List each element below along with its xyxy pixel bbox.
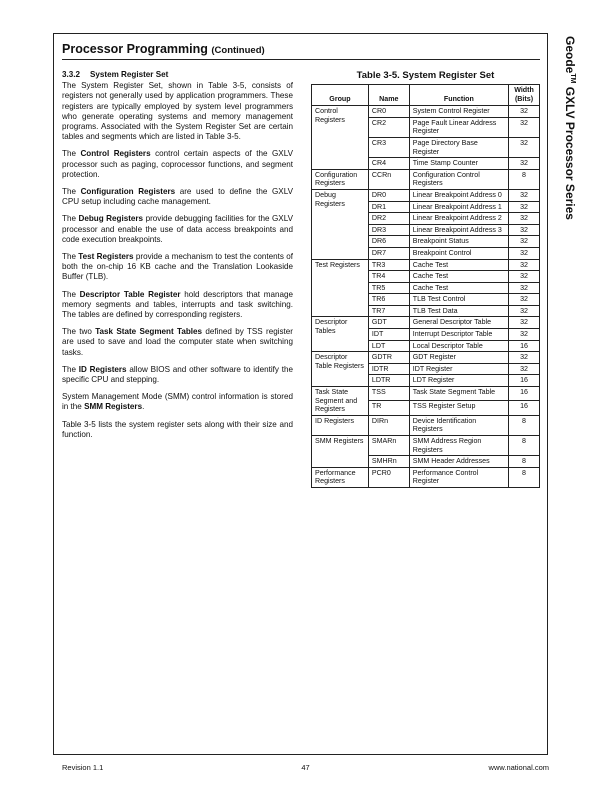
paragraph [62, 252, 293, 283]
name-cell: TR6 [368, 294, 409, 306]
name-cell: TR [368, 401, 409, 415]
table-row [312, 415, 540, 435]
function-cell: Breakpoint Control [409, 247, 508, 259]
name-cell: TR5 [368, 282, 409, 294]
paragraph-text: The [62, 364, 79, 374]
page-title [62, 42, 265, 56]
group-cell: Debug Registers [312, 189, 369, 259]
header-rule [62, 59, 540, 60]
function-cell: Performance Control Register [409, 467, 508, 487]
name-cell: GDTR [368, 352, 409, 364]
paragraph-keyword: Task State Segment Tables [95, 327, 203, 337]
function-cell: Page Fault Linear Address Register [409, 117, 508, 137]
function-cell: GDT Register [409, 352, 508, 364]
paragraph-keyword: Test Registers [78, 252, 134, 262]
header-width: Width (Bits) [509, 85, 540, 106]
paragraph [62, 392, 293, 412]
name-cell: PCR0 [368, 467, 409, 487]
name-cell: SMARn [368, 436, 409, 456]
group-cell: Task State Segment and Registers [312, 387, 369, 416]
paragraph-keyword: SMM Registers [84, 402, 143, 412]
width-cell: 32 [509, 282, 540, 294]
page-title-text: Processor Programming [62, 42, 208, 56]
paragraph-text: . [142, 402, 145, 412]
name-cell: CR4 [368, 158, 409, 170]
paragraph [62, 420, 293, 440]
group-cell: Descriptor Table Registers [312, 352, 369, 387]
side-title-tm: TM [569, 73, 576, 84]
function-cell: Interrupt Descriptor Table [409, 329, 508, 341]
name-cell: DR2 [368, 213, 409, 225]
group-cell: Configuration Registers [312, 169, 369, 189]
width-cell: 32 [509, 106, 540, 118]
function-cell: General Descriptor Table [409, 317, 508, 329]
paragraph-text: are used to define the GXLV CPU setup including cache management. [62, 187, 294, 207]
section-title: System Register Set [90, 70, 169, 79]
name-cell: DIRn [368, 415, 409, 435]
function-cell: Local Descriptor Table [409, 340, 508, 352]
paragraph [62, 149, 293, 180]
width-cell: 32 [509, 294, 540, 306]
width-cell: 8 [509, 169, 540, 189]
width-cell: 32 [509, 271, 540, 283]
width-cell: 32 [509, 317, 540, 329]
paragraph-text: The System Register Set, shown in Table 3-5, consists of registers not generally used by application programmers. These registers are typically employed by system level programmers who generate operating systems and memory management programs. Associated with the System Register Set are certain tables and segments which are listed in Table 3-5. [62, 81, 293, 142]
table-row [312, 387, 540, 401]
system-register-table [311, 84, 540, 488]
paragraph-text: Table 3-5 lists the system register sets along with their size and function. [62, 419, 293, 439]
name-cell: CR2 [368, 117, 409, 137]
paragraph-text: The two [62, 327, 96, 337]
function-cell: System Control Register [409, 106, 508, 118]
body-text-column [62, 70, 293, 447]
width-cell: 32 [509, 158, 540, 170]
width-cell: 32 [509, 224, 540, 236]
group-cell: ID Registers [312, 415, 369, 435]
header-name: Name [368, 85, 409, 106]
name-cell: SMHRn [368, 456, 409, 468]
paragraph-keyword: Descriptor Table Register [79, 289, 181, 299]
paragraph-keyword: Configuration Registers [80, 187, 176, 197]
function-cell: LDT Register [409, 375, 508, 387]
name-cell: DR3 [368, 224, 409, 236]
side-title-series: GXLV Processor Series [563, 83, 577, 220]
paragraph [62, 187, 293, 207]
paragraph-text: provide debugging facilities for the GXLV processor and enable the use of data access breakpoints and code execution breakpoints. [62, 214, 293, 244]
name-cell: LDTR [368, 375, 409, 387]
name-cell: CCRn [368, 169, 409, 189]
width-cell: 32 [509, 352, 540, 364]
function-cell: TSS Register Setup [409, 401, 508, 415]
side-title-brand: Geode [563, 36, 577, 74]
paragraph-text: The [62, 252, 79, 262]
table-caption: Table 3-5. System Register Set [356, 70, 495, 81]
function-cell: Linear Breakpoint Address 0 [409, 189, 508, 201]
name-cell: TR7 [368, 305, 409, 317]
table-row [312, 189, 540, 201]
function-cell: Cache Test [409, 282, 508, 294]
name-cell: GDT [368, 317, 409, 329]
function-cell: TLB Test Data [409, 305, 508, 317]
name-cell: TSS [368, 387, 409, 401]
width-cell: 16 [509, 401, 540, 415]
table-row [312, 317, 540, 329]
name-cell: DR7 [368, 247, 409, 259]
paragraph-text: control certain aspects of the GXLV processor such as paging, coprocessor functions, and segment protection. [62, 149, 293, 179]
function-cell: Linear Breakpoint Address 2 [409, 213, 508, 225]
name-cell: TR4 [368, 271, 409, 283]
footer-revision: Revision 1.1 [62, 763, 104, 772]
group-cell: SMM Registers [312, 436, 369, 468]
group-cell: Descriptor Tables [312, 317, 369, 352]
paragraph [62, 81, 293, 142]
width-cell: 8 [509, 436, 540, 456]
width-cell: 32 [509, 247, 540, 259]
paragraph-text: The [62, 289, 80, 299]
function-cell: Task State Segment Table [409, 387, 508, 401]
width-cell: 32 [509, 329, 540, 341]
function-cell: Time Stamp Counter [409, 158, 508, 170]
name-cell: DR0 [368, 189, 409, 201]
function-cell: Configuration Control Registers [409, 169, 508, 189]
function-cell: SMM Address Region Registers [409, 436, 508, 456]
width-cell: 16 [509, 375, 540, 387]
paragraph-text: allow BIOS and other software to identify the specific CPU and stepping. [62, 364, 293, 385]
width-cell: 32 [509, 189, 540, 201]
width-cell: 8 [509, 415, 540, 435]
table-row [312, 467, 540, 487]
paragraph-text: System Management Mode (SMM) control information is stored in the [62, 392, 293, 412]
name-cell: CR0 [368, 106, 409, 118]
function-cell: Device Identification Registers [409, 415, 508, 435]
side-series-title [563, 36, 577, 296]
width-cell: 32 [509, 117, 540, 137]
group-cell: Performance Registers [312, 467, 369, 487]
continued-label: (Continued) [211, 45, 265, 56]
width-cell: 16 [509, 387, 540, 401]
function-cell: Linear Breakpoint Address 1 [409, 201, 508, 213]
paragraph-keyword: Control Registers [80, 149, 151, 159]
paragraph-text: provide a mechanism to test the contents of both the on-chip 16 KB cache and the Translation Lookaside Buffer (TLB). [62, 252, 293, 282]
group-cell: Control Registers [312, 106, 369, 170]
function-cell: TLB Test Control [409, 294, 508, 306]
name-cell: IDT [368, 329, 409, 341]
section-heading [62, 70, 293, 80]
paragraph-keyword: ID Registers [78, 364, 127, 374]
footer-page-number: 47 [301, 763, 310, 772]
group-cell: Test Registers [312, 259, 369, 317]
name-cell: TR3 [368, 259, 409, 271]
paragraph-text: The [62, 214, 79, 224]
table-row [312, 169, 540, 189]
width-cell: 32 [509, 201, 540, 213]
width-cell: 32 [509, 213, 540, 225]
width-cell: 16 [509, 340, 540, 352]
table-header-row [312, 85, 540, 106]
header-function: Function [409, 85, 508, 106]
name-cell: DR6 [368, 236, 409, 248]
function-cell: Page Directory Base Register [409, 137, 508, 157]
section-number: 3.3.2 [62, 70, 81, 79]
paragraph-list [62, 81, 293, 440]
paragraph-text: The [62, 149, 81, 159]
paragraph-text: defined by TSS register are used to save and load the computer state when switching tasks. [62, 327, 293, 357]
name-cell: IDTR [368, 363, 409, 375]
paragraph-text: The [62, 187, 81, 197]
name-cell: CR3 [368, 137, 409, 157]
paragraph [62, 365, 293, 385]
table-row [312, 352, 540, 364]
width-cell: 32 [509, 305, 540, 317]
name-cell: LDT [368, 340, 409, 352]
function-cell: Cache Test [409, 271, 508, 283]
paragraph-text: hold descriptors that manage memory segments and tables, interrupts and task switching. The tables are defined by corresponding registers. [62, 289, 294, 320]
width-cell: 8 [509, 467, 540, 487]
paragraph [62, 214, 293, 245]
function-cell: SMM Header Addresses [409, 456, 508, 468]
header-group: Group [312, 85, 369, 106]
name-cell: DR1 [368, 201, 409, 213]
paragraph-keyword: Debug Registers [78, 214, 144, 224]
function-cell: IDT Register [409, 363, 508, 375]
function-cell: Cache Test [409, 259, 508, 271]
function-cell: Breakpoint Status [409, 236, 508, 248]
table-row [312, 436, 540, 456]
function-cell: Linear Breakpoint Address 3 [409, 224, 508, 236]
table-body [312, 106, 540, 488]
width-cell: 8 [509, 456, 540, 468]
paragraph [62, 290, 293, 321]
table-row [312, 106, 540, 118]
paragraph [62, 327, 293, 358]
table-row [312, 259, 540, 271]
width-cell: 32 [509, 259, 540, 271]
width-cell: 32 [509, 137, 540, 157]
footer-website: www.national.com [488, 763, 549, 772]
width-cell: 32 [509, 363, 540, 375]
width-cell: 32 [509, 236, 540, 248]
